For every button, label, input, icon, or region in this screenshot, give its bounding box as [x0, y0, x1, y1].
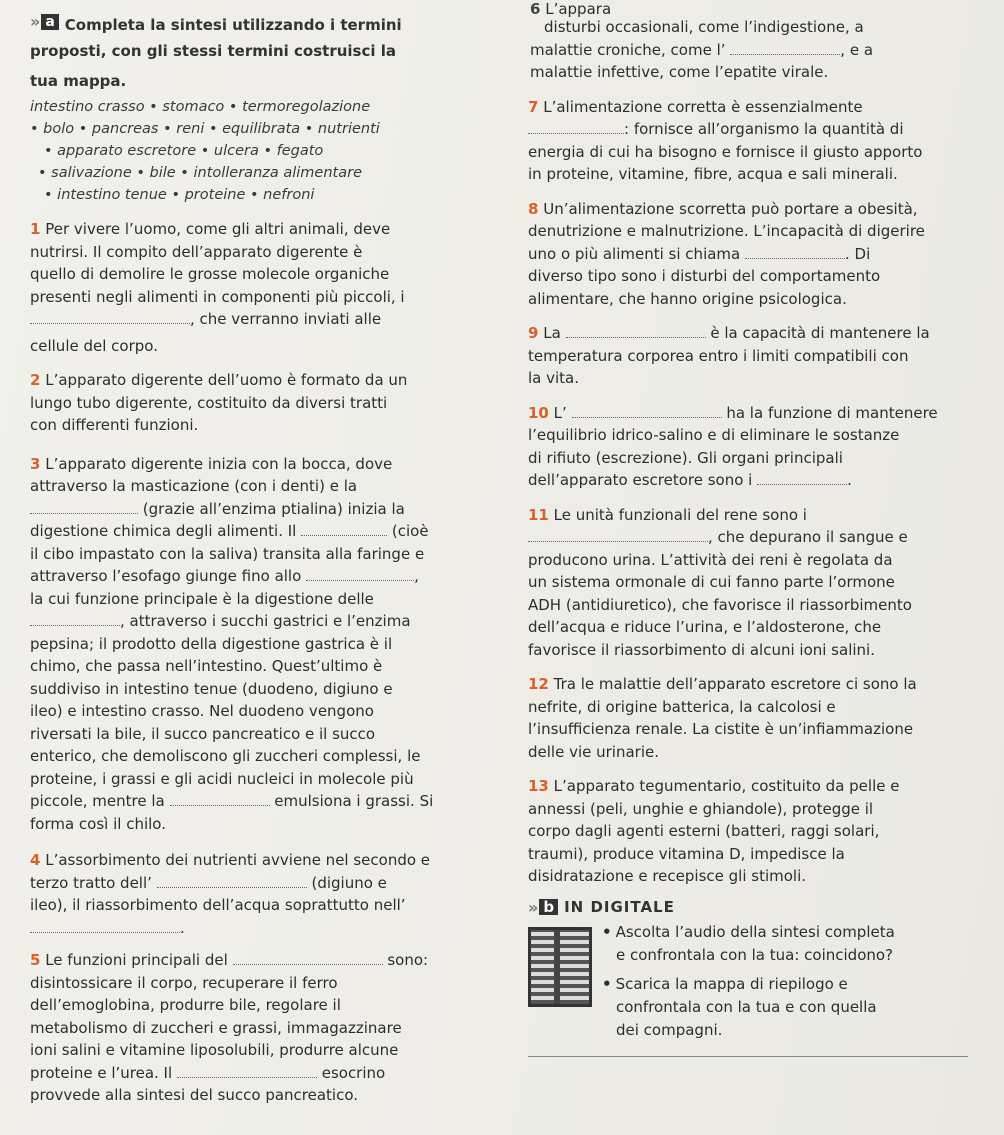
text-line: nutrirsi. Il compito dell’apparato digerente è — [30, 242, 363, 261]
text-line: alimentare, che hanno origine psicologica. — [528, 289, 847, 308]
text-line: energia di cui ha bisogno e fornisce il giusto apporto — [528, 142, 923, 161]
blank-field[interactable] — [745, 246, 845, 259]
text-line: annessi (peli, unghie e ghiandole), protegge il — [528, 799, 874, 818]
paragraph-number: 2 — [30, 371, 41, 389]
text-line: ileo), il riassorbimento dell’acqua soprattutto nell’ — [30, 896, 406, 914]
bullet-text: dei compagni. — [616, 1020, 723, 1039]
text-line: denutrizione e malnutrizione. L’incapacità di digerire — [528, 222, 925, 240]
text-line: cellule del corpo. — [30, 336, 158, 355]
paragraph-number: 6 — [530, 0, 541, 18]
qr-code-icon[interactable] — [528, 927, 592, 1007]
heading-line: Completa la sintesi utilizzando i termini — [64, 16, 402, 34]
text-line: : fornisce all’organismo la quantità di — [624, 120, 904, 138]
text-line: enterico, che demoliscono gli zuccheri complessi, le — [30, 747, 421, 765]
text-line: metabolismo di zuccheri e grassi, immagazzinare — [30, 1018, 402, 1037]
exercise-letter: a — [41, 14, 58, 30]
text-line: piccole, mentre la — [30, 792, 165, 810]
text-line: producono urina. L’attività dei reni è regolata da — [528, 550, 893, 569]
text-line: (digiuno e — [311, 873, 387, 892]
digital-row — [528, 921, 998, 1042]
terms-line: • bolo • pancreas • reni • equilibrata • nutrienti — [30, 121, 380, 137]
blank-field[interactable] — [306, 568, 414, 581]
paragraph-number: 11 — [528, 505, 549, 524]
blank-field[interactable] — [572, 405, 722, 418]
blank-field[interactable] — [157, 875, 307, 888]
text-line: traumi), produce vitamina D, impedisce la — [528, 844, 845, 863]
text-line: malattie infettive, come l’epatite virale. — [530, 63, 829, 81]
text-line: emulsiona i grassi. Si — [274, 792, 434, 810]
double-chevron-icon: » — [30, 12, 38, 31]
text-line: un sistema ormonale di cui fanno parte l’ormone — [528, 573, 895, 591]
text-line: presenti negli alimenti in componenti più piccoli, i — [30, 287, 405, 306]
paragraph-5 — [30, 949, 515, 1107]
blank-field[interactable] — [30, 613, 120, 626]
blank-field[interactable] — [30, 501, 138, 514]
text-line: ileo) e intestino crasso. Nel duodeno vengono — [30, 702, 374, 720]
terms-line: • salivazione • bile • intolleranza alimentare — [38, 165, 362, 181]
text-line: . — [180, 918, 185, 937]
text-line: dell’acqua e riduce l’urina, e l’aldosterone, che — [528, 618, 882, 636]
text-line: nefrite, di origine batterica, la calcolosi e — [528, 697, 836, 716]
text-line: attraverso l’esofago giunge fino allo — [30, 567, 302, 585]
text-line: riversati la bile, il succo pancreatico e il succo — [30, 724, 376, 743]
text-line: di rifiuto (escrezione). Gli organi principali — [528, 448, 843, 467]
bullet-text: e confrontala con la tua: coincidono? — [616, 945, 894, 964]
paragraph-12 — [528, 673, 998, 763]
text-line: Le unità funzionali del rene sono i — [553, 505, 807, 524]
right-column — [528, 2, 998, 1057]
text-line: Tra le malattie dell’apparato escretore ci sono la — [553, 675, 917, 693]
digital-tag — [528, 898, 558, 917]
paragraph-number: 10 — [528, 403, 549, 422]
blank-field[interactable] — [730, 42, 840, 55]
text-line: la cui funzione principale è la digestione delle — [30, 589, 374, 608]
digital-title: IN DIGITALE — [564, 898, 675, 916]
text-line: disidratazione e recepisce gli stimoli. — [528, 867, 807, 885]
paragraph-11 — [528, 504, 998, 662]
blank-field[interactable] — [566, 325, 706, 338]
paragraph-4 — [30, 849, 515, 939]
text-line: , e a — [840, 40, 874, 59]
text-line: L’assorbimento dei nutrienti avviene nel secondo e — [45, 851, 431, 869]
paragraph-6 — [528, 2, 998, 84]
text-line: disturbi occasionali, come l’indigestione, a — [544, 18, 864, 36]
paragraph-number: 12 — [528, 675, 549, 693]
text-line: ADH (antidiuretico), che favorisce il riassorbimento — [528, 595, 912, 614]
text-line: dell’apparato escretore sono i — [528, 471, 753, 489]
text-line: (grazie all’enzima ptialina) inizia la — [142, 499, 405, 518]
text-line: è la capacità di mantenere la — [710, 324, 930, 342]
text-line: il cibo impastato con la saliva) transita alla faringe e — [30, 544, 425, 563]
digital-letter: b — [539, 899, 558, 915]
text-line: L’ — [553, 403, 567, 422]
paragraph-number: 9 — [528, 324, 539, 342]
divider — [528, 1056, 968, 1057]
text-line: esocrino — [321, 1063, 386, 1082]
text-line: in proteine, vitamine, fibre, acqua e sali minerali. — [528, 165, 898, 183]
terms-line: • intestino tenue • proteine • nefroni — [44, 187, 315, 203]
text-line: L’alimentazione corretta è essenzialmente — [543, 97, 863, 116]
paragraph-number: 1 — [30, 220, 41, 238]
text-line: con differenti funzioni. — [30, 416, 199, 434]
text-line: , che depurano il sangue e — [708, 528, 908, 546]
text-line: quello di demolire le grosse molecole organiche — [30, 265, 390, 283]
text-line: La — [543, 324, 561, 342]
heading-line: tua mappa. — [30, 72, 127, 90]
digital-bullets: • Ascolta l’audio della sintesi completa e confrontala con la tua: coincidono? • Scarica la mappa di riepilogo e confrontala con la tua e con quella dei compagni. — [602, 921, 895, 1042]
exercise-header — [30, 12, 515, 38]
blank-field[interactable] — [757, 472, 847, 485]
blank-field[interactable] — [301, 523, 387, 536]
paragraph-number: 13 — [528, 777, 549, 795]
text-line: proteine, i grassi e gli acidi nucleici in molecole più — [30, 769, 414, 788]
paragraph-number: 5 — [30, 951, 41, 969]
text-line: L’appara — [545, 0, 612, 18]
text-line: dell’emoglobina, produrre bile, regolare il — [30, 996, 341, 1014]
text-line: suddiviso in intestino tenue (duodeno, digiuno e — [30, 679, 393, 698]
terms-line: • apparato escretore • ulcera • fegato — [44, 143, 324, 159]
blank-field[interactable] — [528, 529, 708, 542]
text-line: corpo dagli agenti esterni (batteri, raggi solari, — [528, 822, 880, 840]
exercise-tag — [30, 12, 59, 31]
blank-field[interactable] — [233, 952, 383, 965]
paragraph-2 — [30, 369, 515, 437]
paragraph-3 — [30, 453, 515, 836]
blank-field[interactable] — [30, 920, 180, 933]
text-line: L’apparato tegumentario, costituito da pelle e — [553, 777, 900, 795]
text-line: L’apparato digerente dell’uomo è formato da un — [45, 371, 408, 389]
text-line: temperatura corporea entro i limiti compatibili con — [528, 346, 909, 365]
paragraph-9 — [528, 322, 998, 390]
text-line: chimo, che passa nell’intestino. Quest’ultimo è — [30, 657, 383, 675]
left-column — [30, 12, 515, 1107]
text-line: . Di — [845, 244, 871, 263]
text-line: la vita. — [528, 369, 580, 387]
paragraph-7 — [528, 96, 998, 186]
heading-line: proposti, con gli stessi termini costruisci la — [30, 42, 396, 60]
terms-list — [30, 96, 515, 206]
text-line: , che verranno inviati alle — [190, 310, 382, 328]
digital-box — [528, 898, 998, 1057]
text-line: Le funzioni principali del — [45, 951, 228, 969]
text-line: Un’alimentazione scorretta può portare a obesità, — [543, 199, 918, 218]
paragraph-number: 4 — [30, 851, 41, 869]
paragraph-10 — [528, 402, 998, 492]
text-line: , attraverso i succhi gastrici e l’enzima — [120, 612, 411, 630]
paragraph-13 — [528, 775, 998, 888]
text-line: pepsina; il prodotto della digestione gastrica è il — [30, 634, 393, 653]
blank-field[interactable] — [170, 793, 270, 806]
text-line: digestione chimica degli alimenti. Il — [30, 522, 297, 540]
text-line: ioni salini e vitamine liposolubili, produrre alcune — [30, 1041, 399, 1059]
paragraph-number: 8 — [528, 199, 539, 218]
paragraph-number: 7 — [528, 97, 539, 116]
text-line: , — [414, 567, 419, 585]
paragraph-1 — [30, 218, 515, 357]
text-line: diverso tipo sono i disturbi del comportamento — [528, 267, 881, 285]
text-line: ha la funzione di mantenere — [726, 403, 938, 422]
bullet-text: Scarica la mappa di riepilogo e — [615, 974, 848, 993]
text-line: forma così il chilo. — [30, 814, 166, 833]
blank-field[interactable] — [30, 311, 190, 324]
blank-field[interactable] — [177, 1065, 317, 1078]
text-line: Per vivere l’uomo, come gli altri animali, deve — [45, 220, 391, 238]
text-line: terzo tratto dell’ — [30, 873, 152, 892]
text-line: L’apparato digerente inizia con la bocca, dove — [45, 454, 393, 473]
text-line: lungo tubo digerente, costituito da diversi tratti — [30, 393, 388, 412]
paragraph-number: 3 — [30, 454, 41, 473]
text-line: provvede alla sintesi del succo pancreatico. — [30, 1086, 359, 1104]
terms-line: intestino crasso • stomaco • termoregolazione — [30, 99, 371, 115]
text-line: uno o più alimenti si chiama — [528, 244, 741, 263]
paragraph-8 — [528, 198, 998, 311]
text-line: favorisce il riassorbimento di alcuni ioni salini. — [528, 640, 875, 659]
bullet-text: Ascolta l’audio della sintesi completa — [615, 922, 895, 941]
text-line: disintossicare il corpo, recuperare il ferro — [30, 973, 338, 992]
text-line: malattie croniche, come l’ — [530, 40, 726, 59]
text-line: (cioè — [391, 522, 429, 540]
text-line: proteine e l’urea. Il — [30, 1063, 173, 1082]
text-line: l’equilibrio idrico-salino e di eliminare le sostanze — [528, 426, 900, 444]
text-line: . — [847, 471, 852, 489]
text-line: attraverso la masticazione (con i denti) e la — [30, 477, 358, 495]
text-line: sono: — [387, 951, 429, 969]
blank-field[interactable] — [528, 121, 624, 134]
text-line: l’insufficienza renale. La cistite è un’infiammazione — [528, 720, 914, 738]
text-line: delle vie urinarie. — [528, 742, 659, 761]
bullet-text: confrontala con la tua e con quella — [616, 997, 877, 1016]
digital-header — [528, 898, 998, 917]
double-chevron-icon: » — [528, 897, 536, 917]
